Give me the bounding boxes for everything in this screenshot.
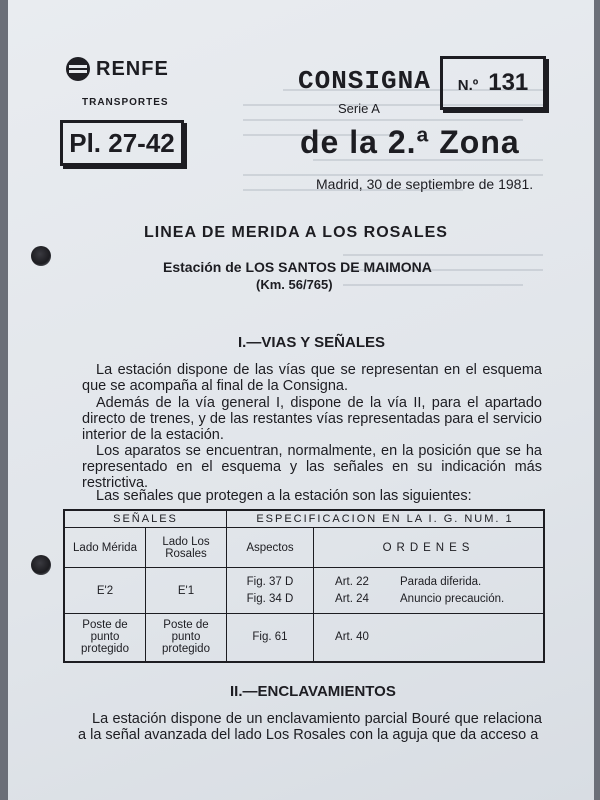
cell-aspectos: Fig. 61 — [227, 614, 314, 662]
consigna-title: CONSIGNA — [298, 66, 431, 96]
orden: Parada diferida. — [400, 575, 482, 588]
cell-rosales: Poste de punto protegido — [146, 614, 227, 662]
number-value: 131 — [488, 69, 529, 96]
articulo: Art. 24 — [335, 592, 369, 605]
aspecto: Fig. 37 D — [246, 575, 294, 588]
renfe-logo-icon — [66, 57, 90, 81]
number-box — [440, 56, 546, 110]
cell-articulos — [314, 568, 391, 614]
station-title: Estación de LOS SANTOS DE MAIMONA — [163, 259, 432, 275]
header-especificacion: ESPECIFICACION EN LA I. G. NUM. 1 — [227, 510, 545, 528]
paragraph-3: Los aparatos se encuentran, normalmente, en la posición que se ha representado en el esquema y las señales en su indicación más restrictiva. — [82, 443, 542, 491]
logo-text: RENFE — [96, 58, 169, 80]
plano-box: Pl. 27-42 — [60, 120, 184, 166]
km-label: (Km. 56/765) — [256, 277, 333, 292]
zona-title: de la 2.ª Zona — [300, 124, 520, 160]
col-ordenes: ORDENES — [314, 528, 545, 568]
cell-ordenes-empty — [390, 614, 544, 662]
cell-aspectos — [227, 568, 314, 614]
date-line: Madrid, 30 de septiembre de 1981. — [316, 176, 534, 192]
document-page — [8, 0, 594, 800]
number-prefix: N.º — [457, 77, 479, 94]
paragraph-5: La estación dispone de un enclavamiento parcial Bouré que relaciona a la señal avanzada del lado Los Rosales con la aguja que da acceso a — [78, 711, 542, 743]
renfe-logo — [66, 57, 176, 81]
department-label: TRANSPORTES — [82, 97, 169, 108]
col-aspectos: Aspectos — [227, 528, 314, 568]
punch-hole-bottom — [31, 555, 51, 575]
col-lado-rosales: Lado Los Rosales — [146, 528, 227, 568]
punch-hole-top — [31, 246, 51, 266]
cell-rosales: E'1 — [146, 568, 227, 614]
header-senales: SEÑALES — [64, 510, 227, 528]
paragraph-4: Las señales que protegen a la estación son las siguientes: — [96, 488, 472, 504]
paragraph-2: Además de la vía general I, dispone de la vía II, para el apartado directo de trenes, y de las restantes vías representadas para el servicio interior de la estación. — [82, 395, 542, 443]
section-2-title: II.—ENCLAVAMIENTOS — [230, 683, 396, 700]
cell-merida: E'2 — [64, 568, 146, 614]
line-title: LINEA DE MERIDA A LOS ROSALES — [144, 224, 448, 241]
paragraph-1: La estación dispone de las vías que se representan en el esquema que se acompaña al final de la Consigna. — [82, 362, 542, 394]
serie-label: Serie A — [338, 101, 380, 116]
col-lado-merida: Lado Mérida — [64, 528, 146, 568]
cell-ordenes — [390, 568, 544, 614]
cell-merida: Poste de punto protegido — [64, 614, 146, 662]
section-1-title: I.—VIAS Y SEÑALES — [238, 334, 385, 351]
signals-table — [63, 509, 545, 663]
articulo: Art. 22 — [335, 575, 369, 588]
orden: Anuncio precaución. — [400, 592, 505, 605]
aspecto: Fig. 34 D — [246, 592, 294, 605]
cell-articulos: Art. 40 — [314, 614, 391, 662]
